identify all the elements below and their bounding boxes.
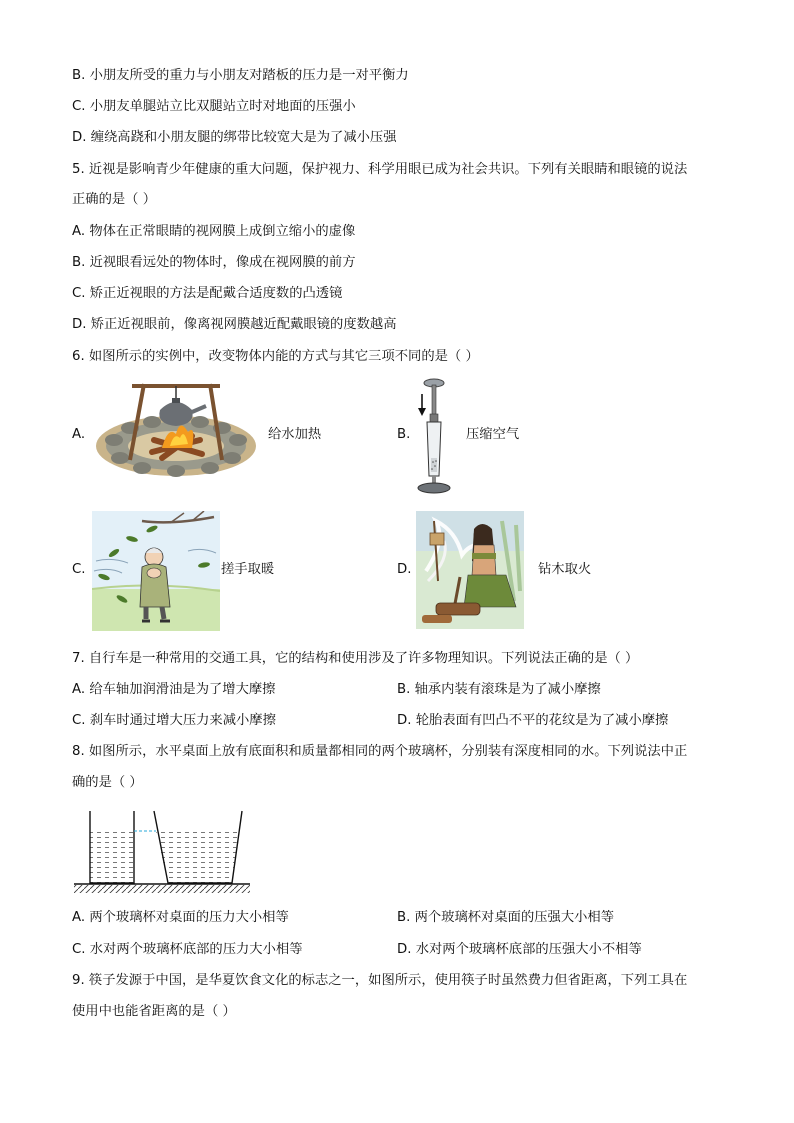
q5-option-a: A. 物体在正常眼睛的视网膜上成倒立缩小的虚像: [72, 224, 356, 239]
campfire-kettle-image: [92, 380, 260, 480]
q5-option-b: B. 近视眼看远处的物体时，像成在视网膜的前方: [72, 255, 356, 270]
q9-stem-line1: 9. 筷子发源于中国，是华夏饮食文化的标志之一，如图所示，使用筷子时虽然费力但省距离，下列工具在: [72, 973, 688, 988]
q7-option-a: A. 给车轴加润滑油是为了增大摩擦: [72, 682, 276, 697]
rubbing-hands-elder-image: [92, 511, 220, 631]
q5-stem-line2: 正确的是（ ）: [72, 192, 157, 207]
drilling-wood-fire-image: [416, 511, 524, 629]
q5-stem-line1: 5. 近视是影响青少年健康的重大问题，保护视力、科学用眼已成为社会共识。下列有关眼睛和眼镜的说法: [72, 162, 688, 177]
q8-option-b: B. 两个玻璃杯对桌面的压强大小相等: [397, 910, 615, 925]
q7-option-b: B. 轴承内装有滚珠是为了减小摩擦: [397, 682, 601, 697]
q6-option-b-text: 压缩空气: [466, 427, 520, 442]
q4-option-b: B. 小朋友所受的重力与小朋友对踏板的压力是一对平衡力: [72, 68, 409, 83]
q7-option-c: C. 刹车时通过增大压力来减小摩擦: [72, 713, 276, 728]
q6-option-c-letter: C.: [72, 562, 86, 577]
q6-option-d-letter: D.: [397, 562, 412, 577]
q8-option-c: C. 水对两个玻璃杯底部的压力大小相等: [72, 942, 303, 957]
q8-stem-line1: 8. 如图所示，水平桌面上放有底面积和质量都相同的两个玻璃杯，分别装有深度相同的水。下列说法中正: [72, 744, 688, 759]
q8-option-a: A. 两个玻璃杯对桌面的压力大小相等: [72, 910, 289, 925]
air-compression-syringe-image: [410, 376, 456, 496]
q6-option-b-letter: B.: [397, 427, 411, 442]
q4-option-c: C. 小朋友单腿站立比双腿站立时对地面的压强小: [72, 99, 356, 114]
q6-option-c-text: 搓手取暖: [221, 562, 275, 577]
q8-stem-line2: 确的是（ ）: [72, 775, 143, 790]
q9-stem-line2: 使用中也能省距离的是（ ）: [72, 1004, 236, 1019]
q7-option-d: D. 轮胎表面有凹凸不平的花纹是为了减小摩擦: [397, 713, 669, 728]
q6-option-a-letter: A.: [72, 427, 86, 442]
q6-option-d-text: 钻木取火: [538, 562, 592, 577]
q7-stem: 7. 自行车是一种常用的交通工具，它的结构和使用涉及了许多物理知识。下列说法正确的是（ ）: [72, 651, 639, 666]
q6-option-a-text: 给水加热: [268, 427, 322, 442]
q6-stem: 6. 如图所示的实例中，改变物体内能的方式与其它三项不同的是（ ）: [72, 349, 479, 364]
two-glasses-diagram: [72, 805, 252, 897]
q5-option-d: D. 矫正近视眼前，像离视网膜越近配戴眼镜的度数越高: [72, 317, 397, 332]
q5-option-c: C. 矫正近视眼的方法是配戴合适度数的凸透镜: [72, 286, 343, 301]
q4-option-d: D. 缠绕高跷和小朋友腿的绑带比较宽大是为了减小压强: [72, 130, 397, 145]
q8-option-d: D. 水对两个玻璃杯底部的压强大小不相等: [397, 942, 642, 957]
